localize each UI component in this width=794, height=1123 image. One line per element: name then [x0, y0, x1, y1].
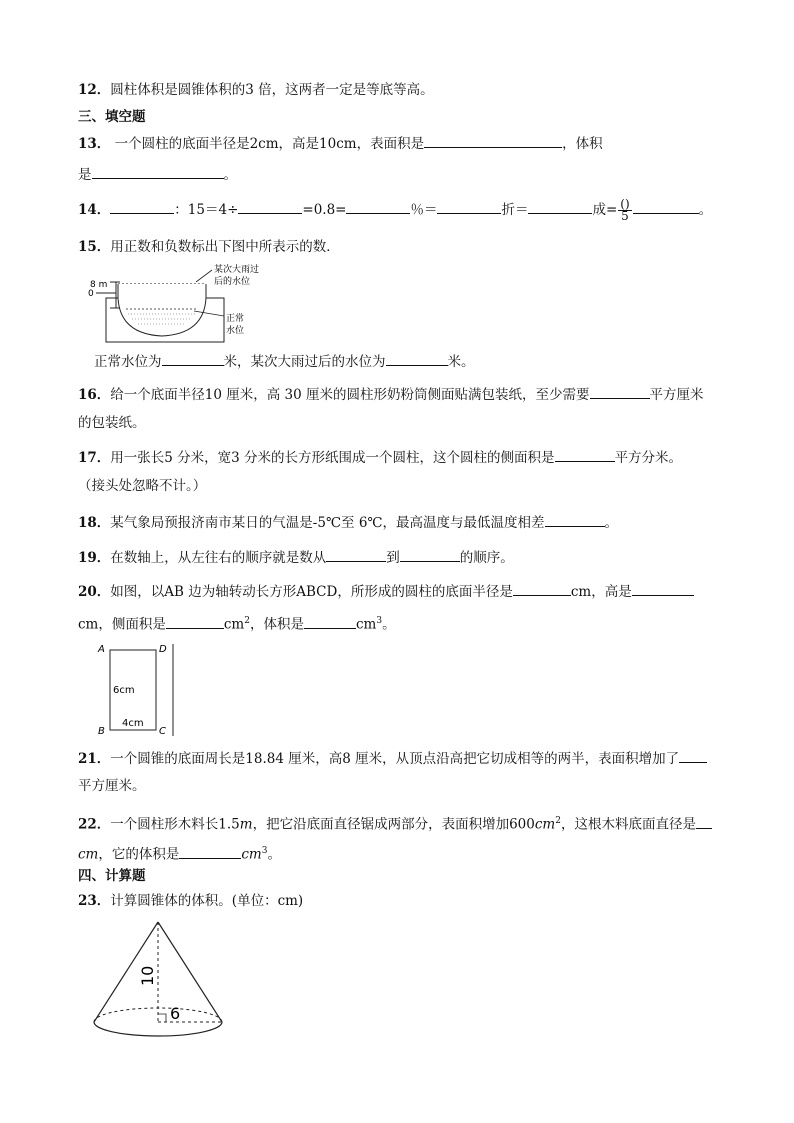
water-level-figure [86, 262, 296, 346]
fraction: $\frac{()}{5}$ [620, 197, 630, 223]
answer-blank[interactable] [590, 384, 650, 399]
label-rain-1: 某次大雨过 [214, 265, 260, 275]
vertex-b: B [98, 726, 105, 737]
cone-figure [90, 918, 226, 1042]
cone-radius-label: 6 [170, 1004, 181, 1023]
answer-blank[interactable] [679, 748, 707, 763]
side-label-4cm: 4cm [122, 718, 144, 729]
label-normal-2: 水位 [226, 326, 245, 336]
question-21-line2: 平方厘米。 [78, 778, 146, 794]
answer-blank[interactable] [179, 844, 241, 859]
question-number: 17． [78, 450, 111, 466]
question-21: 21．一个圆锥的底面周长是18.84 厘米，高8 厘米，从顶点沿高把它切成相等的两半，表面积增加了 [78, 748, 707, 769]
question-22: 22．一个圆柱形木料长1.5m，把它沿底面直径锯成两部分，表面积增加$600cm^2$，这根木料底面直径是 [78, 811, 712, 835]
answer-blank[interactable] [386, 351, 448, 366]
vertex-c: C [159, 726, 166, 737]
answer-blank[interactable] [437, 199, 501, 214]
answer-blank[interactable] [326, 547, 386, 562]
label-zero: 0 [88, 289, 94, 299]
question-23: 23．计算圆锥体的体积。(单位：cm) [78, 893, 304, 909]
answer-blank[interactable] [162, 351, 224, 366]
answer-blank[interactable] [513, 581, 571, 596]
question-number: 15． [78, 239, 111, 255]
question-20-line2: cm，侧面积是 $cm^2$，体积是 $cm^3$。 [78, 611, 396, 635]
vertex-d: D [159, 644, 167, 655]
section-heading-fill-blank: 三、填空题 [78, 109, 146, 125]
question-number: 18． [78, 515, 111, 531]
question-number: 19． [78, 550, 111, 566]
label-8m: 8 m [90, 280, 108, 290]
question-16-line2: 的包装纸。 [78, 415, 146, 431]
label-normal-1: 正常 [226, 314, 245, 324]
question-number: 20． [78, 584, 111, 600]
answer-blank[interactable] [238, 199, 302, 214]
question-number: 13． [78, 136, 111, 152]
answer-blank[interactable] [632, 581, 694, 596]
question-text: 圆柱体积是圆锥体积的3 倍，这两者一定是等底等高。 [110, 82, 434, 98]
question-18: 18．某气象局预报济南市某日的气温是-5℃至 6℃，最高温度与最低温度相差 。 [78, 512, 618, 533]
section-heading-calculation: 四、计算题 [78, 868, 146, 884]
question-13-line2: 是 。 [78, 164, 237, 185]
question-15: 15．用正数和负数标出下图中所表示的数． [78, 239, 340, 255]
answer-blank[interactable] [528, 199, 592, 214]
question-number: 22． [78, 816, 111, 833]
answer-blank[interactable] [92, 164, 224, 179]
rectangle-abcd-figure [96, 642, 186, 738]
answer-blank[interactable] [400, 547, 460, 562]
answer-blank[interactable] [166, 614, 224, 629]
question-number: 16． [78, 387, 111, 403]
answer-blank[interactable] [633, 199, 699, 214]
question-number: 23． [78, 893, 111, 909]
question-22-line2: cm，它的体积是 $cm^3$。 [78, 841, 281, 865]
question-20: 20．如图，以AB 边为轴转动长方形ABCD，所形成的圆柱的底面半径是 cm，高是 [78, 581, 694, 602]
label-rain-2: 后的水位 [214, 277, 251, 287]
side-label-6cm: 6cm [113, 685, 135, 696]
question-number: 14． [78, 202, 111, 218]
question-14: 14． ：15＝4÷ =0.8= ％＝ 折＝ 成= $\frac{()}{5}$ 。 [78, 197, 713, 223]
answer-blank[interactable] [555, 447, 615, 462]
answer-blank[interactable] [696, 814, 712, 829]
question-19: 19．在数轴上，从左往右的顺序就是数从 到 的顺序。 [78, 547, 514, 568]
answer-blank[interactable] [110, 199, 174, 214]
question-13: 13． 一个圆柱的底面半径是2cm，高是10cm，表面积是 ，体积 [78, 133, 603, 154]
question-16: 16．给一个底面半径10 厘米，高 30 厘米的圆柱形奶粉筒侧面贴满包装纸，至少需要 平方厘米 [78, 384, 704, 405]
answer-blank[interactable] [304, 614, 356, 629]
vertex-a: A [98, 644, 105, 655]
answer-blank[interactable] [424, 133, 562, 148]
answer-blank[interactable] [346, 199, 410, 214]
question-number: 12． [78, 82, 111, 98]
cone-height-label: 10 [138, 965, 157, 986]
answer-blank[interactable] [545, 512, 605, 527]
question-15-answer: 正常水位为 米，某次大雨过后的水位为 米。 [94, 351, 475, 372]
question-12 [78, 80, 434, 100]
question-number: 21． [78, 751, 111, 767]
question-17: 17．用一张长5 分米，宽3 分米的长方形纸围成一个圆柱，这个圆柱的侧面积是 平方分米。 [78, 447, 682, 468]
question-17-line2: （接头处忽略不计。） [78, 478, 207, 494]
